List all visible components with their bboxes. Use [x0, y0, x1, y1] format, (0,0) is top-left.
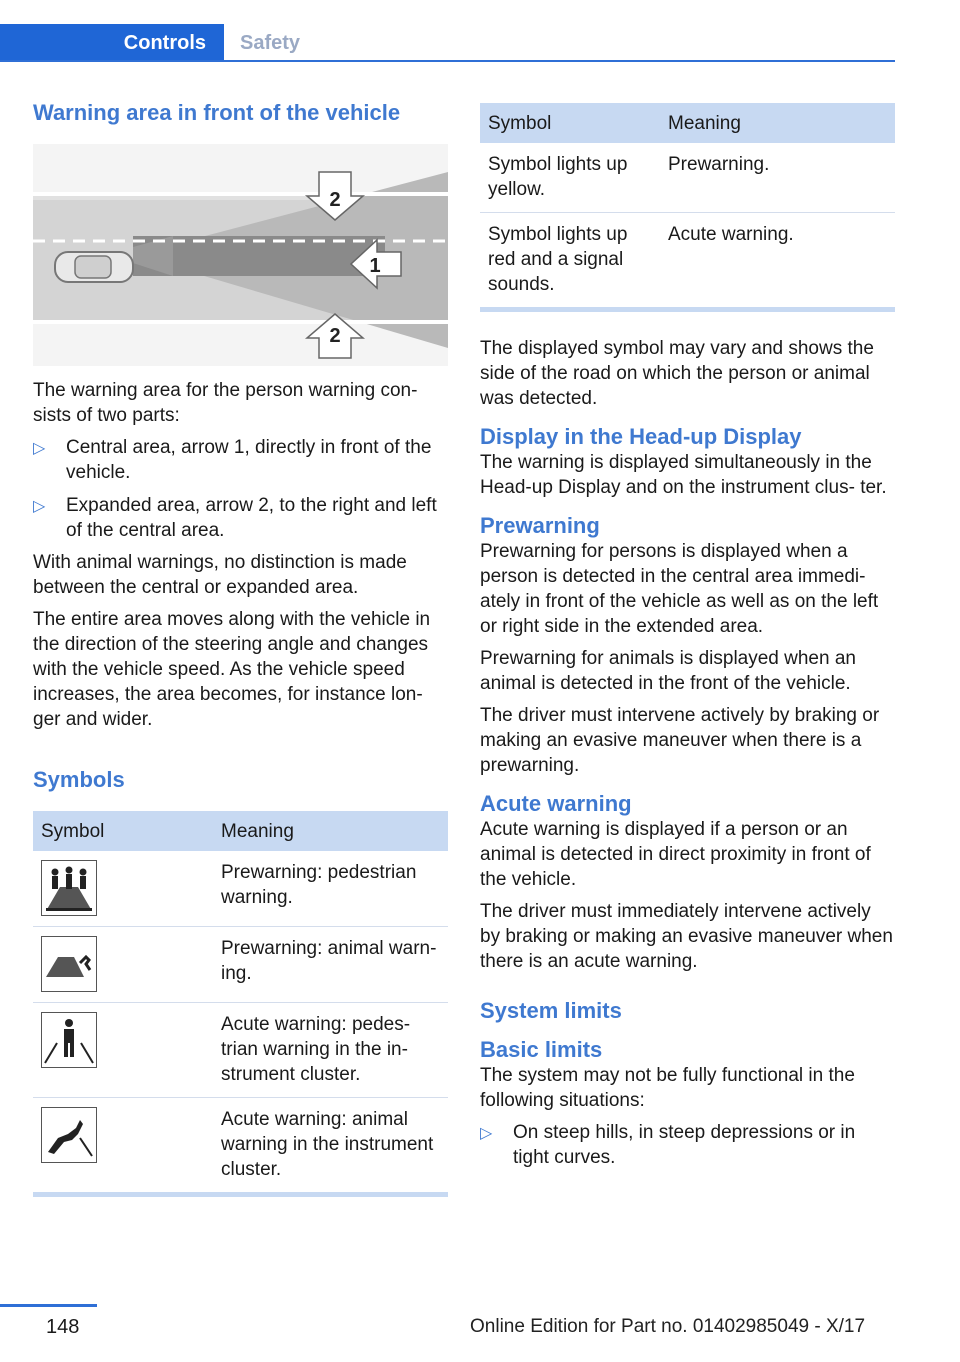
warning-area-intro: The warning area for the person warning con- sists of two parts: [33, 380, 418, 426]
edition-footer: Online Edition for Part no. 01402985049 - X/17 [470, 1316, 866, 1337]
bullet-triangle-icon: ▷ [33, 498, 46, 515]
acute-paragraph-2: The driver must immediately intervene actively by braking or making an evasive maneuver when there is an acute warning. [480, 901, 893, 972]
column-header-meaning: Meaning [660, 103, 895, 143]
meaning-cell: Acute warning. [668, 224, 794, 245]
meaning-cell: Prewarning: animal warn- ing. [213, 927, 448, 1003]
figure-label-1: 1 [369, 255, 381, 277]
symbol-cell: Symbol lights up red and a signal sounds. [488, 224, 628, 295]
tab-controls[interactable]: Controls [0, 24, 224, 62]
acute-warning-heading: Acute warning [480, 791, 632, 816]
table-row [33, 1003, 448, 1098]
symbols-table [33, 811, 448, 1197]
page-number: 148 [46, 1316, 80, 1338]
list-item [33, 493, 448, 543]
bullet-triangle-icon: ▷ [33, 440, 46, 457]
figure-label-2-top: 2 [329, 189, 341, 211]
prewarning-heading: Prewarning [480, 513, 600, 538]
meaning-cell: Acute warning: animal warning in the instrument cluster. [221, 1109, 434, 1180]
column-header-symbol: Symbol [33, 811, 213, 851]
table-row [33, 1098, 448, 1193]
acute-paragraph-1: Acute warning is displayed if a person or an animal is detected in direct proximity in front of the vehicle. [480, 819, 871, 890]
figure-label-2-bottom: 2 [329, 325, 341, 347]
bullet-text: Expanded area, arrow 2, to the right and left of the central area. [66, 495, 437, 541]
column-header-symbol: Symbol [480, 103, 660, 143]
table-row [480, 143, 895, 213]
bullet-triangle-icon: ▷ [480, 1125, 493, 1142]
table-row [33, 927, 448, 1003]
meaning-cell: Acute warning: pedes- trian warning in the in- strument cluster. [213, 1003, 448, 1098]
meaning-cell: Prewarning: pedestrian warning. [213, 851, 448, 927]
list-item [480, 1120, 895, 1170]
warning-area-heading: Warning area in front of the vehicle [33, 100, 401, 125]
road-diagram-icon [33, 144, 448, 366]
prewarning-paragraph-2: Prewarning for animals is displayed when an animal is detected in the front of the vehicle. [480, 648, 856, 694]
bullet-text: Central area, arrow 1, directly in front of the vehicle. [66, 437, 432, 483]
displayed-symbol-paragraph: The displayed symbol may vary and shows the side of the road on which the person or animal was detected. [480, 338, 874, 409]
basic-limits-heading: Basic limits [480, 1037, 603, 1062]
hud-heading: Display in the Head-up Display [480, 424, 802, 449]
warning-area-illustration [33, 144, 448, 366]
animal-acute-warning-icon [41, 1107, 97, 1163]
pedestrian-prewarning-icon [41, 860, 97, 916]
hud-paragraph: The warning is displayed simultaneously in the Head-up Display and on the instrument clus- ter. [480, 452, 887, 498]
symbols-heading: Symbols [33, 767, 125, 792]
basic-limits-paragraph: The system may not be fully functional in the following situations: [480, 1065, 855, 1111]
table-row [33, 851, 448, 927]
animal-warning-paragraph: With animal warnings, no distinction is made between the central or expanded area. [33, 552, 407, 598]
bullet-text: On steep hills, in steep depressions or in tight curves. [513, 1122, 856, 1168]
area-moves-paragraph: The entire area moves along with the vehicle in the direction of the steering angle and changes with the vehicle speed. As the vehicle speed increases, the area becomes, for instance lon- ger and wider. [33, 609, 431, 730]
page-number-bar [0, 1304, 97, 1307]
tab-safety[interactable]: Safety [240, 32, 301, 54]
prewarning-paragraph-3: The driver must intervene actively by braking or making an evasive maneuver when there is a prewarning. [480, 705, 880, 776]
right-column [480, 100, 895, 1170]
symbol-color-table [480, 103, 895, 312]
section-tabs [0, 24, 895, 62]
table-row [480, 213, 895, 308]
prewarning-paragraph-1: Prewarning for persons is displayed when a person is detected in the central area immedi- ately in front of the vehicle as well as on the left or right side in the extended area. [480, 541, 879, 637]
left-column [33, 100, 448, 1197]
meaning-cell: Prewarning. [660, 143, 895, 213]
system-limits-heading: System limits [480, 998, 622, 1023]
column-header-meaning: Meaning [213, 811, 448, 851]
tab-underline [0, 60, 895, 62]
pedestrian-acute-warning-icon [41, 1012, 97, 1068]
list-item [33, 435, 448, 485]
symbol-cell: Symbol lights up yellow. [480, 143, 660, 213]
animal-prewarning-icon [41, 936, 97, 992]
